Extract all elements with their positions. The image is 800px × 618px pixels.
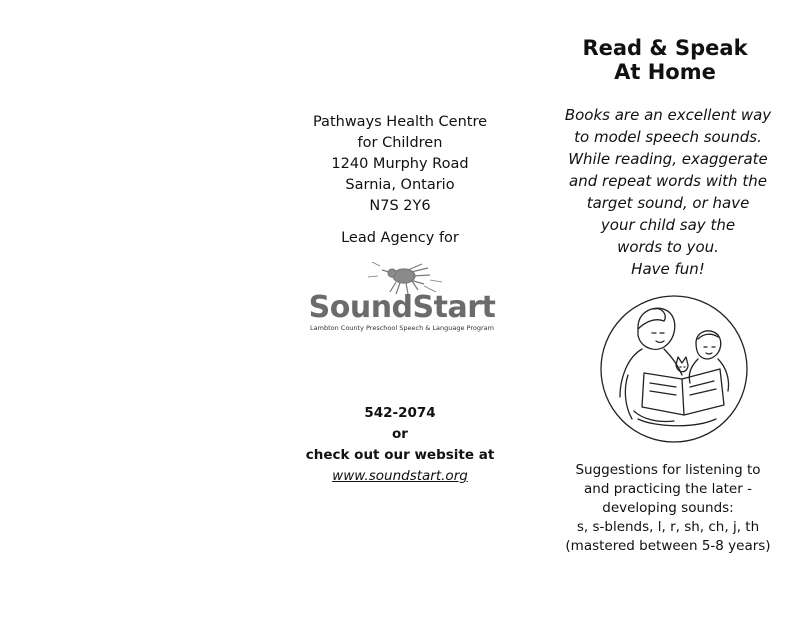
contact-block <box>300 403 500 487</box>
address-line: N7S 2Y6 <box>369 198 431 214</box>
suggestions-block <box>553 461 783 556</box>
address-line: for Children <box>357 135 443 151</box>
lead-agency-label: Lead Agency for <box>341 230 459 246</box>
intro-line: Have fun! <box>631 260 705 278</box>
title-line: Read & Speak <box>582 36 748 60</box>
intro-line: While reading, exaggerate <box>568 150 768 168</box>
parent-child-reading-illustration <box>598 287 750 447</box>
intro-paragraph <box>553 104 783 280</box>
intro-line: words to you. <box>617 238 719 256</box>
intro-line: Books are an excellent way <box>564 106 772 124</box>
title-line: At Home <box>614 60 716 84</box>
address-line: 1240 Murphy Road <box>331 156 469 172</box>
address-line: Pathways Health Centre <box>312 114 488 130</box>
intro-line: target sound, or have <box>586 194 750 212</box>
suggestion-line: s, s-blends, l, r, sh, ch, j, th <box>576 519 760 535</box>
intro-line: to model speech sounds. <box>574 128 762 146</box>
suggestion-line: Suggestions for listening to <box>575 462 761 478</box>
website-label: check out our website at <box>305 447 495 463</box>
website-link[interactable]: www.soundstart.org <box>332 468 468 484</box>
suggestion-line: developing sounds: <box>602 500 734 516</box>
suggestion-line: (mastered between 5-8 years) <box>565 538 771 554</box>
logo-tagline: Lambton County Preschool Speech & Language Program <box>310 324 494 332</box>
soundstart-logo <box>296 262 508 334</box>
intro-line: your child say the <box>600 216 736 234</box>
page-title <box>560 36 770 84</box>
logo-wordmark: SoundStart <box>308 290 496 325</box>
or-text: or <box>392 426 408 442</box>
address-block <box>280 112 520 217</box>
phone-number: 542-2074 <box>364 405 436 421</box>
address-line: Sarnia, Ontario <box>345 177 455 193</box>
intro-line: and repeat words with the <box>569 172 767 190</box>
suggestion-line: and practicing the later - <box>584 481 752 497</box>
